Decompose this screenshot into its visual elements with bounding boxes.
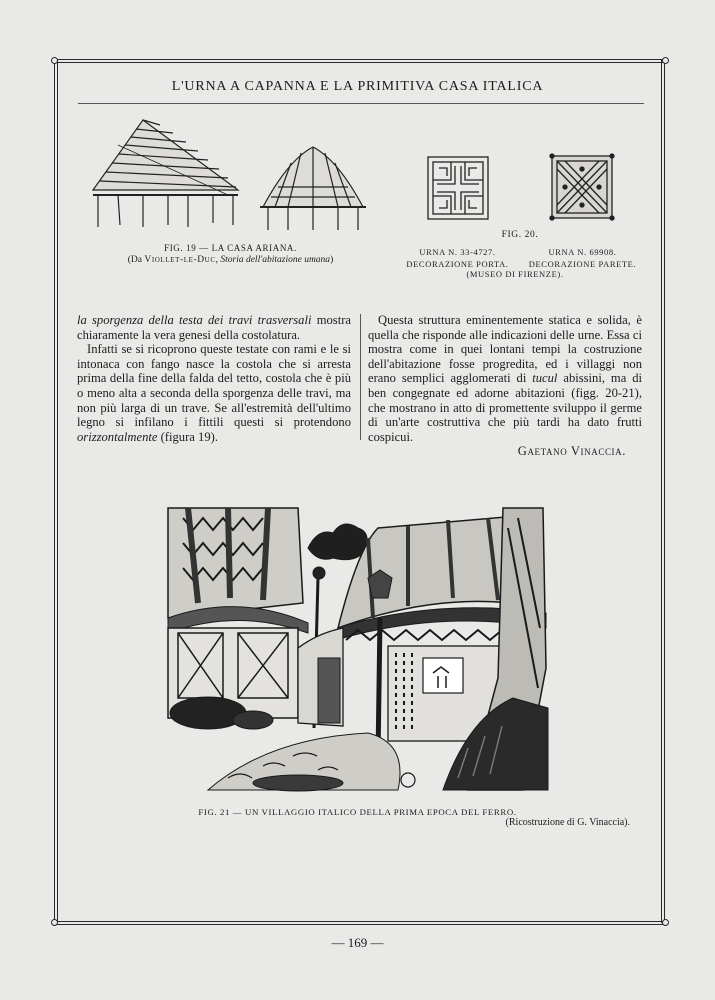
fig21-village-illustration [168,508,548,790]
fig20-museum: (MUSEO DI FIRENZE). [466,269,564,279]
fig21-label: FIG. 21 — UN VILLAGGIO ITALICO DELLA PRIMA EPOCA DEL FERRO. [198,807,517,817]
fig20-left-line2: DECORAZIONE PORTA. [406,259,509,269]
fig20-right-line1: URNA N. 69908. [548,247,617,257]
left-p2-italic: orizzontalmente [77,429,158,444]
column-divider [360,314,361,440]
page-header-title: L'URNA A CAPANNA E LA PRIMITIVA CASA ITALICA [171,79,544,94]
fig19-source-suffix: ) [330,255,334,265]
right-p1-italic: tucul [532,371,558,386]
left-p1-rest: mostra chiaramente la vera genesi della costolatura. [77,313,351,342]
fig19-illustration [88,115,373,235]
right-text-column [368,313,642,459]
left-paragraph-2 [77,342,351,444]
header-rule [78,103,644,104]
fig19-caption [88,242,373,266]
left-p2-text: Infatti se si ricoprono queste testate con rami e le si intonaca con fango nasce la costola che si arresta prima della fine della falda del tetto, costola che è più o meno alta a seconda della sporgenza delle travi, ma non più larga di un trave. Se all'estremità dell'ultimo legno si infilano i fittili questi si protendono [77,342,351,430]
right-paragraph-1 [368,313,642,444]
fig20-parete-decoration [551,155,613,219]
fig20-right-line2: DECORAZIONE PARETE. [528,259,637,269]
fig20-left-line1: URNA N. 33-4727. [419,247,496,257]
fig21-credit: (Ricostruzione di G. Vinaccia). [505,817,630,828]
page-number: — 169 — [331,935,384,950]
fig19-label: FIG. 19 — LA CASA ARIANA. [164,243,297,253]
author-signature: Gaetano Vinaccia. [517,444,626,459]
right-p1-end: abissini, ma di ben congegnate ed adorne abitazioni (figg. 20-21), che mostrano in atto di promettente sviluppo il germe di un'arte costruttiva che più tardi ha dato frutti cospicui. [368,371,642,444]
fig20-left-caption [395,246,520,270]
left-p1-italic: la sporgenza della testa dei travi trasversali [77,313,312,327]
fig19-source: (Da Viollet-le-Duc, Storia dell'abitazione umana) [127,255,334,265]
fig19-source-title: Storia dell'abitazione umana [220,255,331,265]
fig20-label: FIG. 20. [501,230,539,240]
right-p1-text: Questa struttura eminentemente statica e solida, è quella che risponde alle indicazioni delle urne. Essa ci mostra come in quei lontani tempi la costruzione dell'abitazione fosse progredita, ed i villaggi non erano semplici agglomerati di [368,313,642,386]
fig20-right-caption [520,246,645,270]
left-paragraph-1 [77,313,351,342]
fig20-porta-decoration [427,156,489,220]
fig19-source-prefix: (Da [127,255,145,265]
left-text-column [77,313,351,444]
left-p2-end: (figura 19). [157,429,218,444]
fig19-source-author: Viollet-le-Duc [144,255,216,265]
